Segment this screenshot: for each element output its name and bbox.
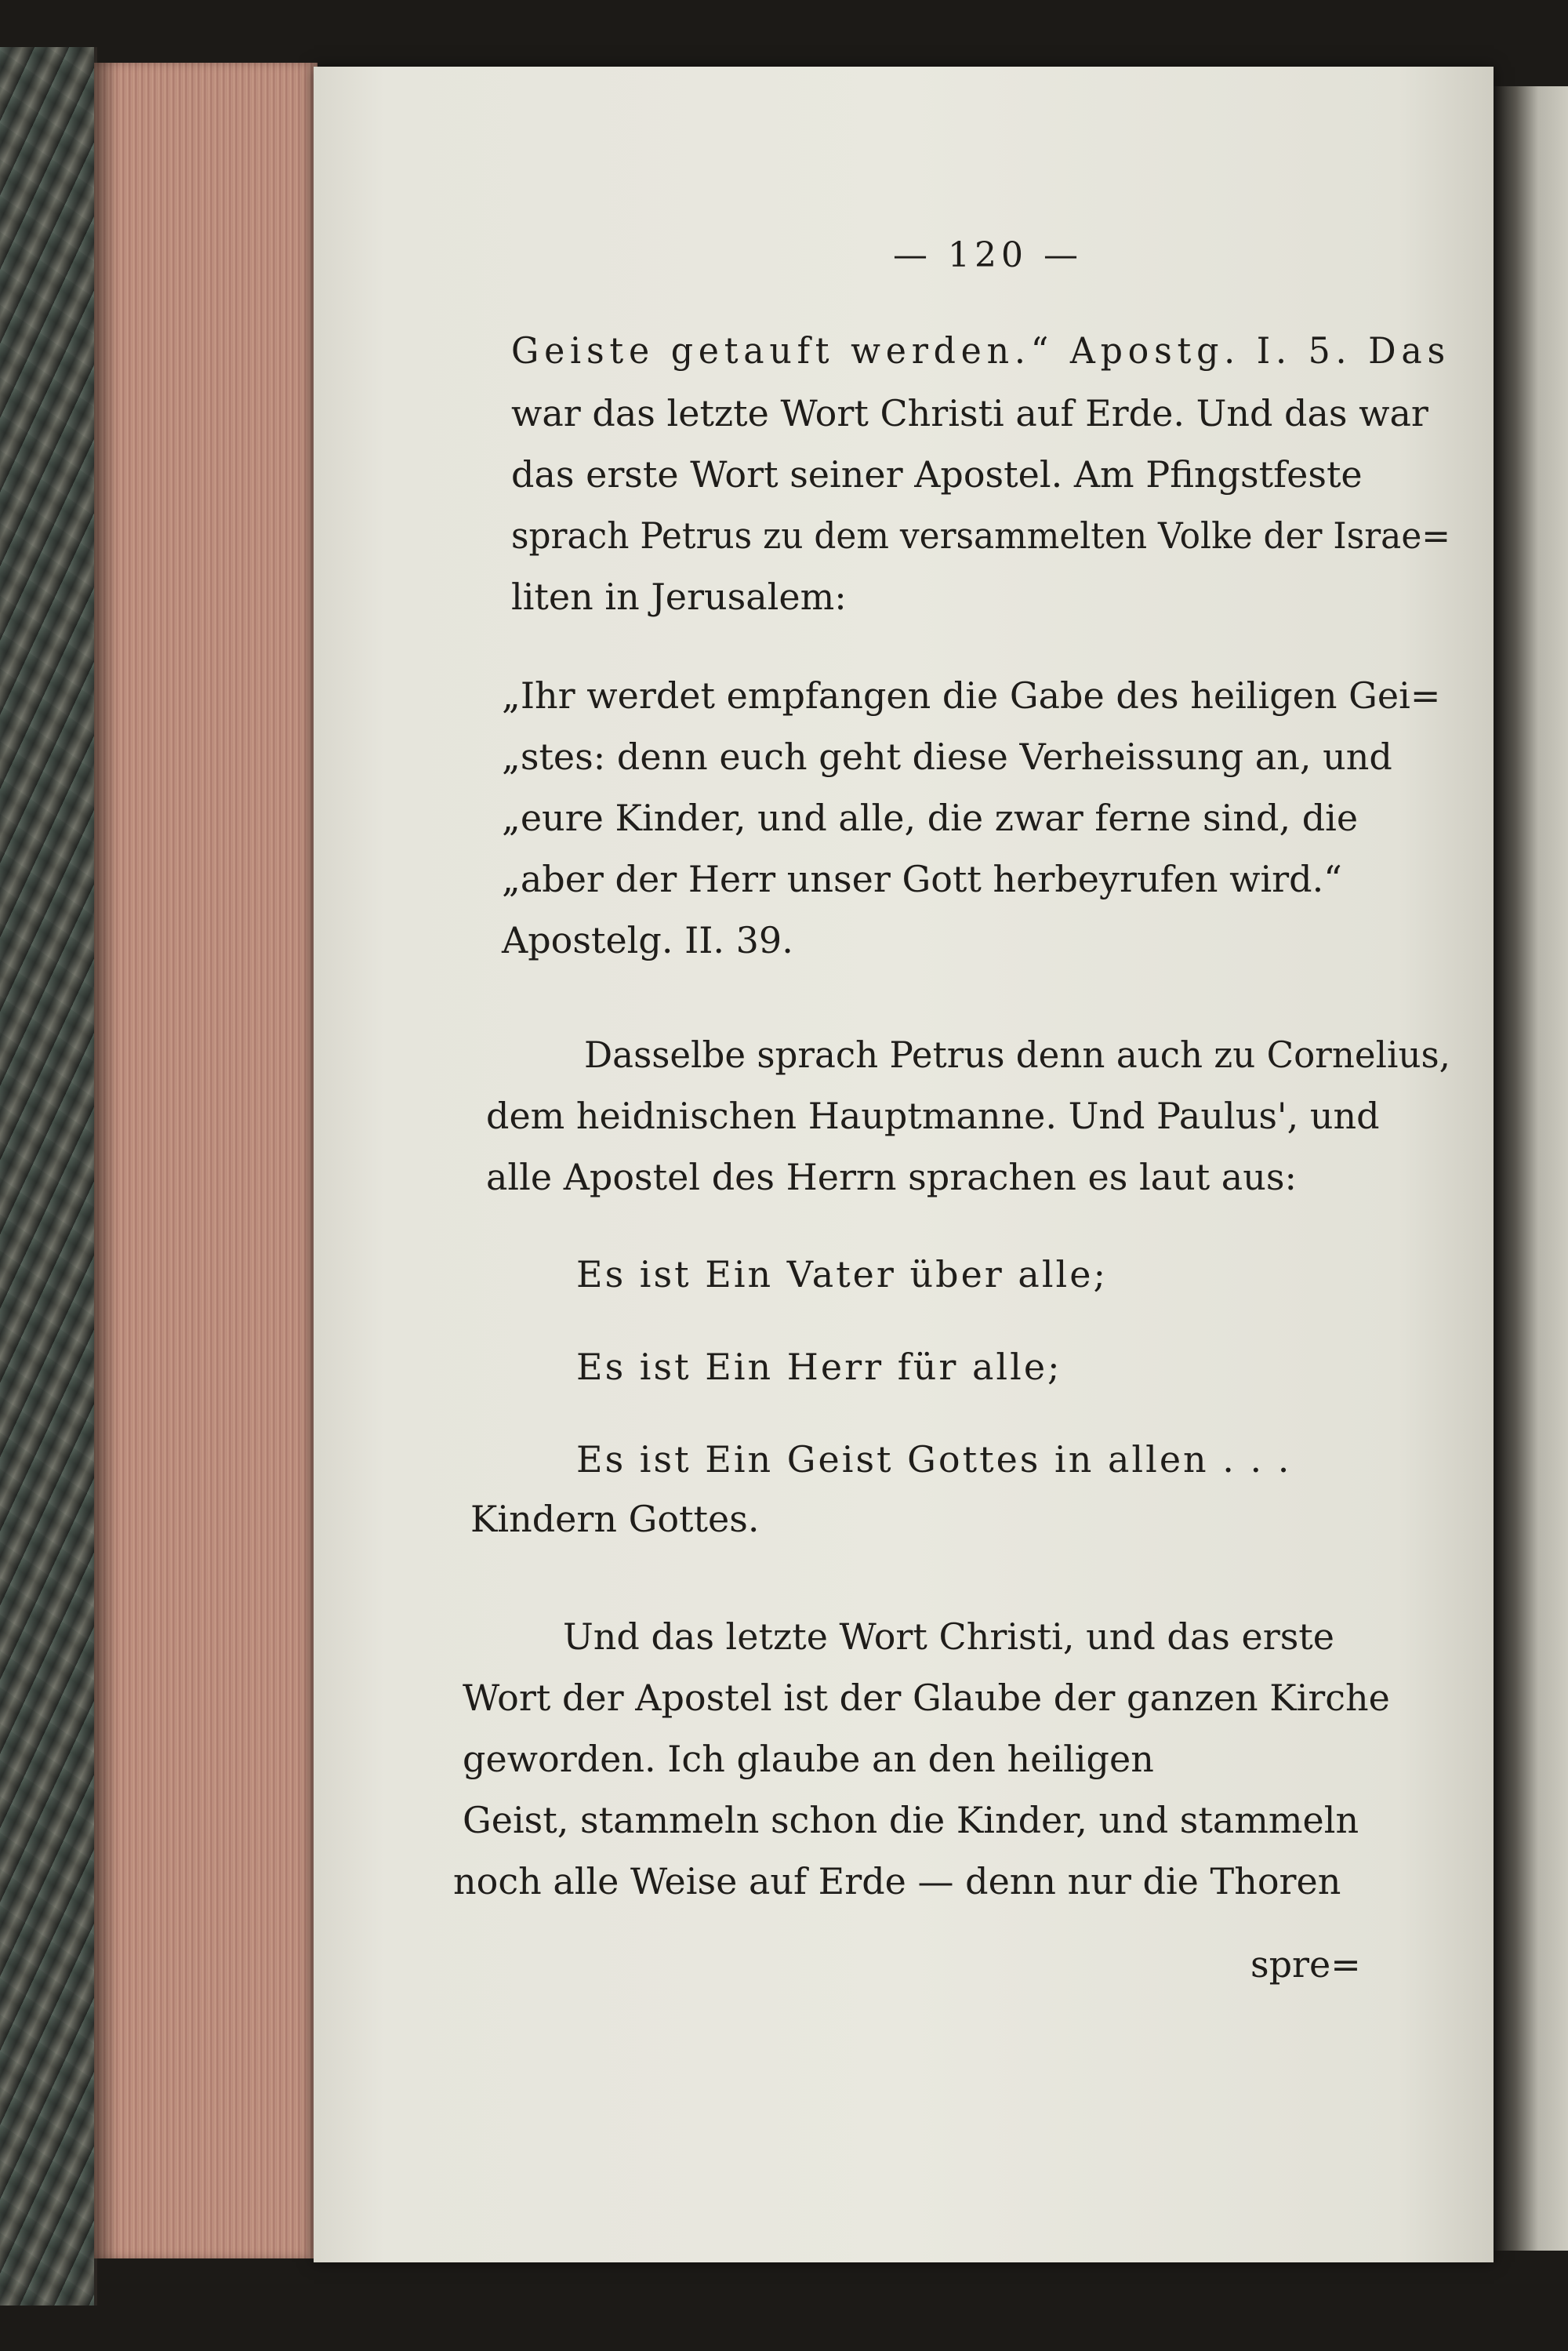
text-line-22: noch alle Weise auf Erde — denn nur die Thoren — [453, 1860, 1341, 1902]
text-line-11: Dasselbe sprach Petrus denn auch zu Cornelius, — [584, 1034, 1450, 1076]
text-line-15: Es ist Ein Herr für alle; — [576, 1346, 1062, 1388]
page-edges — [94, 63, 318, 2258]
text-line-8: „eure Kinder, und alle, die zwar ferne sind, die — [502, 797, 1359, 839]
text-line-5: liten in Jerusalem: — [511, 576, 847, 618]
text-line-10: Apostelg. II. 39. — [502, 919, 793, 961]
text-line-13: alle Apostel des Herrn sprachen es laut aus: — [486, 1156, 1297, 1198]
text-line-18: Und das letzte Wort Christi, und das erste — [563, 1615, 1335, 1658]
text-line-1: Geiste getauft werden.“ Apostg. I. 5. Das — [511, 329, 1450, 372]
text-line-4: sprach Petrus zu dem versammelten Volke der Israe= — [511, 514, 1450, 557]
text-line-17: Kindern Gottes. — [470, 1498, 760, 1540]
marbled-cover — [0, 47, 97, 2306]
catchword: spre= — [1250, 1943, 1361, 1986]
text-line-21: Geist, stammeln schon die Kinder, und stammeln — [463, 1799, 1359, 1841]
text-line-12: dem heidnischen Hauptmanne. Und Paulus', und — [486, 1095, 1380, 1137]
text-line-2: war das letzte Wort Christi auf Erde. Und das war — [511, 392, 1428, 434]
text-line-3: das erste Wort seiner Apostel. Am Pfingstfeste — [511, 453, 1363, 496]
text-line-14: Es ist Ein Vater über alle; — [576, 1253, 1108, 1295]
text-line-19: Wort der Apostel ist der Glaube der ganzen Kirche — [463, 1677, 1390, 1719]
facing-page-edge — [1494, 86, 1568, 2251]
text-line-9: „aber der Herr unser Gott herbeyrufen wird.“ — [502, 858, 1342, 900]
text-line-16: Es ist Ein Geist Gottes in allen . . . — [576, 1438, 1292, 1481]
text-line-7: „stes: denn euch geht diese Verheissung an, und — [502, 736, 1392, 778]
page-number: — 120 — — [893, 235, 1083, 275]
text-line-6: „Ihr werdet empfangen die Gabe des heiligen Gei= — [502, 674, 1441, 717]
text-line-20: geworden. Ich glaube an den heiligen — [463, 1738, 1154, 1780]
